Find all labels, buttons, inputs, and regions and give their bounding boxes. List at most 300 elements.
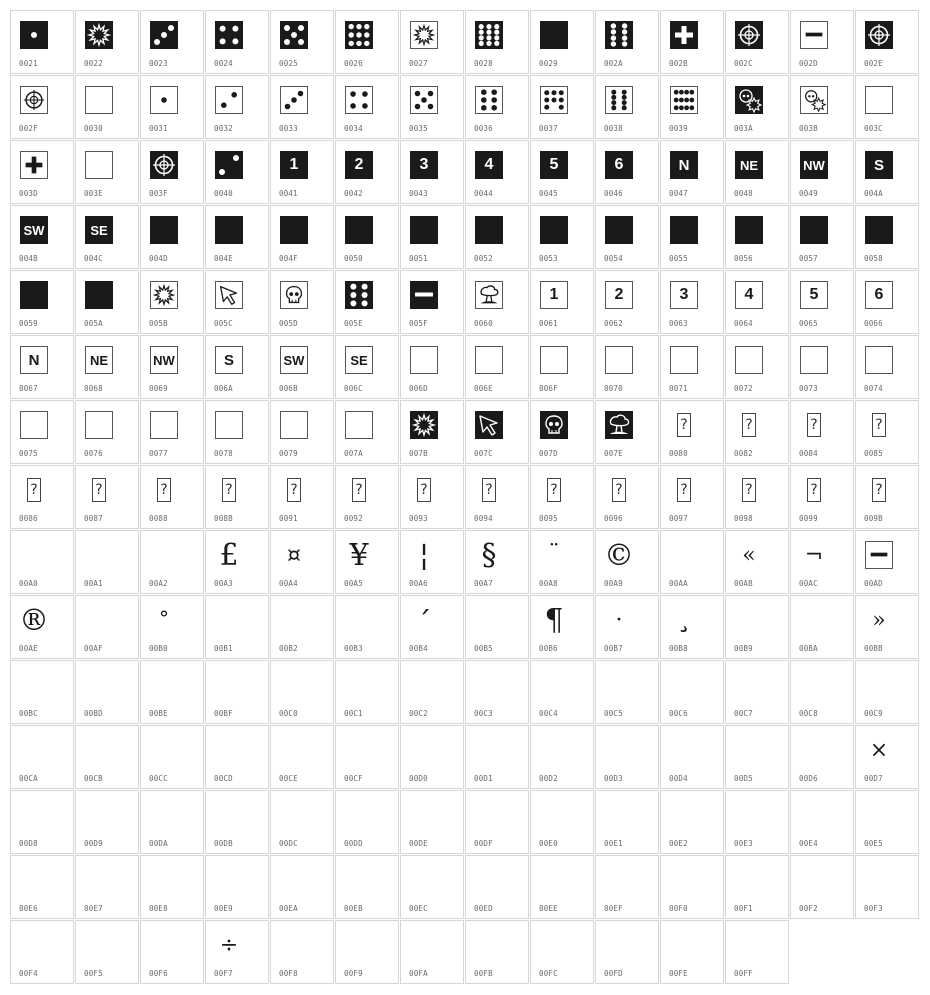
codepoint-label: 00C6: [669, 709, 688, 718]
glyph-cell: [75, 140, 139, 204]
codepoint-label: 00D8: [19, 839, 38, 848]
square-label: 6: [614, 156, 624, 173]
glyph-cell: [75, 855, 139, 919]
empty-slot: [215, 801, 243, 829]
empty-slot: [475, 931, 503, 959]
codepoint-label: 007D: [539, 449, 558, 458]
codepoint-label: 00D9: [84, 839, 103, 848]
explosion-icon: [410, 411, 438, 439]
glyph-cell: [855, 725, 919, 789]
labelled-square-icon: [20, 216, 48, 244]
square-label: 3: [419, 156, 429, 173]
codepoint-label: 00FA: [409, 969, 428, 978]
glyph-cell: [530, 75, 594, 139]
empty-slot: [475, 866, 503, 894]
empty-slot: [215, 866, 243, 894]
empty-slot: [475, 606, 503, 634]
labelled-square-icon: [280, 346, 308, 374]
labelled-square-icon: [670, 281, 698, 309]
codepoint-label: 00D5: [734, 774, 753, 783]
empty-slot: [345, 606, 373, 634]
codepoint-label: 004A: [864, 189, 883, 198]
crosshair-icon: [150, 151, 178, 179]
dice-pips-icon: [215, 21, 243, 49]
glyph-cell: [10, 595, 74, 659]
glyph-cell: [855, 140, 919, 204]
glyph-cell: [140, 270, 204, 334]
glyph-cell: [140, 465, 204, 529]
square-label: S: [873, 156, 884, 174]
empty-slot: [800, 801, 828, 829]
codepoint-label: 005A: [84, 319, 103, 328]
glyph-cell: [855, 530, 919, 594]
labelled-square-icon: [215, 346, 243, 374]
codepoint-label: 00ED: [474, 904, 493, 913]
glyph-cell: [270, 855, 334, 919]
codepoint-label: 0045: [539, 189, 558, 198]
square-label: NW: [153, 352, 175, 368]
codepoint-label: 00F9: [344, 969, 363, 978]
codepoint-label: 00A7: [474, 579, 493, 588]
glyph-cell: [465, 205, 529, 269]
glyph-cell: [140, 660, 204, 724]
character-glyph: »: [872, 607, 886, 633]
empty-slot: [85, 736, 113, 764]
codepoint-label: 0071: [669, 384, 688, 393]
glyph-cell: [140, 10, 204, 74]
glyph-cell: [140, 205, 204, 269]
codepoint-label: 0088: [149, 514, 168, 523]
character-glyph: ¥: [349, 537, 369, 573]
codepoint-label: 00A5: [344, 579, 363, 588]
codepoint-label: 00B7: [604, 644, 623, 653]
glyph-cell: [205, 335, 269, 399]
labelled-square-icon: [20, 346, 48, 374]
glyph-cell: [660, 270, 724, 334]
codepoint-label: 004D: [149, 254, 168, 263]
codepoint-label: 0063: [669, 319, 688, 328]
empty-square-icon: [605, 346, 633, 374]
empty-slot: [410, 736, 438, 764]
glyph-cell: [530, 855, 594, 919]
glyph-cell: [530, 595, 594, 659]
labelled-square-icon: [605, 151, 633, 179]
codepoint-label: 00D4: [669, 774, 688, 783]
codepoint-label: 009B: [864, 514, 883, 523]
codepoint-label: 0060: [474, 319, 493, 328]
missing-glyph-icon: ?: [417, 478, 431, 502]
glyph-cell: [140, 530, 204, 594]
empty-slot: [280, 866, 308, 894]
codepoint-label: 00BD: [84, 709, 103, 718]
glyph-cell: [270, 75, 334, 139]
glyph-cell: [465, 855, 529, 919]
codepoint-label: 00CB: [84, 774, 103, 783]
dice-pips-icon: [150, 21, 178, 49]
square-label: 4: [484, 156, 494, 173]
empty-slot: [85, 606, 113, 634]
square-label: 2: [354, 156, 364, 173]
glyph-cell: [75, 530, 139, 594]
codepoint-label: 00AB: [734, 579, 753, 588]
missing-glyph-icon: ?: [287, 478, 301, 502]
codepoint-label: 0076: [84, 449, 103, 458]
codepoint-label: 00D1: [474, 774, 493, 783]
codepoint-label: 00C1: [344, 709, 363, 718]
glyph-cell: [465, 270, 529, 334]
empty-slot: [670, 801, 698, 829]
missing-glyph-icon: ?: [547, 478, 561, 502]
glyph-cell: [335, 270, 399, 334]
codepoint-label: 007E: [604, 449, 623, 458]
glyph-cell: [270, 530, 334, 594]
codepoint-label: 0094: [474, 514, 493, 523]
dice-pips-icon: [150, 86, 178, 114]
glyph-cell: [855, 400, 919, 464]
glyph-cell: [335, 660, 399, 724]
missing-glyph-icon: ?: [742, 478, 756, 502]
missing-glyph-icon: ?: [872, 478, 886, 502]
codepoint-label: 00C8: [799, 709, 818, 718]
glyph-cell: [75, 920, 139, 984]
empty-slot: [605, 801, 633, 829]
empty-square-icon: [85, 411, 113, 439]
glyph-cell: [10, 920, 74, 984]
empty-slot: [345, 671, 373, 699]
codepoint-label: 0033: [279, 124, 298, 133]
crosshair-icon: [20, 86, 48, 114]
empty-slot: [20, 931, 48, 959]
labelled-square-icon: [85, 216, 113, 244]
glyph-cell: [75, 335, 139, 399]
empty-slot: [540, 801, 568, 829]
glyph-cell: [595, 855, 659, 919]
glyph-cell: [75, 725, 139, 789]
empty-square-icon: [735, 346, 763, 374]
glyph-cell: [790, 790, 854, 854]
square-label: 5: [809, 286, 819, 303]
codepoint-label: 00AF: [84, 644, 103, 653]
codepoint-label: 00B3: [344, 644, 363, 653]
glyph-cell: [790, 725, 854, 789]
codepoint-label: 005F: [409, 319, 428, 328]
missing-glyph-icon: ?: [352, 478, 366, 502]
codepoint-label: 00DD: [344, 839, 363, 848]
codepoint-label: 0032: [214, 124, 233, 133]
codepoint-label: 00A6: [409, 579, 428, 588]
glyph-cell: [270, 140, 334, 204]
codepoint-label: 0047: [669, 189, 688, 198]
dice-pips-icon: [605, 86, 633, 114]
missing-glyph-icon: ?: [27, 478, 41, 502]
empty-slot: [670, 736, 698, 764]
empty-slot: [150, 671, 178, 699]
character-glyph: °: [159, 606, 169, 630]
empty-square-icon: [20, 411, 48, 439]
glyph-cell: [400, 855, 464, 919]
minus-icon: [410, 281, 438, 309]
glyph-cell: [725, 660, 789, 724]
glyph-cell: [270, 10, 334, 74]
solid-square-icon: [410, 216, 438, 244]
codepoint-label: 00FE: [669, 969, 688, 978]
codepoint-label: 0082: [734, 449, 753, 458]
empty-slot: [670, 671, 698, 699]
codepoint-label: 00DE: [409, 839, 428, 848]
glyph-cell: [270, 400, 334, 464]
codepoint-label: 0059: [19, 319, 38, 328]
character-glyph: ÷: [219, 932, 239, 958]
labelled-square-icon: [865, 281, 893, 309]
codepoint-label: 0037: [539, 124, 558, 133]
codepoint-label: 0080: [669, 449, 688, 458]
glyph-cell: [660, 725, 724, 789]
codepoint-label: 00DC: [279, 839, 298, 848]
codepoint-label: 00E5: [864, 839, 883, 848]
glyph-cell: [205, 725, 269, 789]
glyph-cell: [205, 660, 269, 724]
arrow-cursor-icon: [215, 281, 243, 309]
codepoint-label: 00B2: [279, 644, 298, 653]
codepoint-label: 00AD: [864, 579, 883, 588]
codepoint-label: 00C4: [539, 709, 558, 718]
glyph-cell: [270, 725, 334, 789]
square-label: SW: [23, 222, 45, 238]
glyph-cell: [530, 790, 594, 854]
empty-slot: [475, 736, 503, 764]
empty-slot: [280, 801, 308, 829]
dice-pips-icon: [670, 86, 698, 114]
codepoint-label: 00F5: [84, 969, 103, 978]
dice-pips-icon: [605, 21, 633, 49]
codepoint-label: 00CC: [149, 774, 168, 783]
glyph-cell: [205, 10, 269, 74]
dice-pips-icon: [345, 86, 373, 114]
glyph-cell: [335, 75, 399, 139]
glyph-cell: [530, 465, 594, 529]
codepoint-label: 0068: [84, 384, 103, 393]
labelled-square-icon: [605, 281, 633, 309]
glyph-cell: [725, 790, 789, 854]
codepoint-label: 002C: [734, 59, 753, 68]
empty-square-icon: [800, 346, 828, 374]
glyph-cell: [790, 465, 854, 529]
glyph-cell: [595, 920, 659, 984]
glyph-cell: [205, 205, 269, 269]
codepoint-label: 00E4: [799, 839, 818, 848]
character-glyph: ¬: [804, 542, 824, 568]
labelled-square-icon: [735, 281, 763, 309]
glyph-cell: [855, 10, 919, 74]
missing-glyph-icon: ?: [157, 478, 171, 502]
glyph-cell: [855, 205, 919, 269]
codepoint-label: 0070: [604, 384, 623, 393]
codepoint-label: 0067: [19, 384, 38, 393]
glyph-cell: [335, 335, 399, 399]
glyph-cell: [530, 10, 594, 74]
codepoint-label: 00AA: [669, 579, 688, 588]
codepoint-label: 00EB: [344, 904, 363, 913]
empty-slot: [410, 931, 438, 959]
empty-slot: [20, 866, 48, 894]
codepoint-label: 0036: [474, 124, 493, 133]
empty-square-icon: [85, 86, 113, 114]
codepoint-label: 00FC: [539, 969, 558, 978]
empty-slot: [475, 801, 503, 829]
codepoint-label: 00E8: [149, 904, 168, 913]
square-label: 4: [744, 286, 754, 303]
codepoint-label: 00F7: [214, 969, 233, 978]
codepoint-label: 00B4: [409, 644, 428, 653]
codepoint-label: 0056: [734, 254, 753, 263]
glyph-cell: [465, 530, 529, 594]
codepoint-label: 00F2: [799, 904, 818, 913]
codepoint-label: 005D: [279, 319, 298, 328]
empty-slot: [410, 671, 438, 699]
glyph-cell: [790, 335, 854, 399]
dice-pips-icon: [215, 151, 243, 179]
glyph-cell: [335, 140, 399, 204]
glyph-cell: [595, 205, 659, 269]
glyph-cell: [10, 725, 74, 789]
labelled-square-icon: [800, 151, 828, 179]
codepoint-label: 0043: [409, 189, 428, 198]
empty-slot: [85, 931, 113, 959]
codepoint-label: 004B: [19, 254, 38, 263]
glyph-cell: [400, 725, 464, 789]
glyph-cell: [400, 530, 464, 594]
codepoint-label: 00D0: [409, 774, 428, 783]
codepoint-label: 0048: [734, 189, 753, 198]
square-label: 3: [679, 286, 689, 303]
codepoint-label: 00B8: [669, 644, 688, 653]
codepoint-label: 00CE: [279, 774, 298, 783]
missing-glyph-icon: ?: [872, 413, 886, 437]
codepoint-label: 002B: [669, 59, 688, 68]
glyph-cell: [465, 140, 529, 204]
empty-slot: [215, 736, 243, 764]
glyph-cell: [660, 335, 724, 399]
codepoint-label: 00E3: [734, 839, 753, 848]
glyph-cell: [725, 400, 789, 464]
glyph-cell: [140, 790, 204, 854]
skull-burst-icon: [800, 86, 828, 114]
character-glyph: ®: [19, 602, 49, 638]
codepoint-label: 00EE: [539, 904, 558, 913]
empty-square-icon: [540, 346, 568, 374]
glyph-cell: [465, 465, 529, 529]
codepoint-label: 00FD: [604, 969, 623, 978]
square-label: 6: [874, 286, 884, 303]
codepoint-label: 0066: [864, 319, 883, 328]
empty-slot: [215, 671, 243, 699]
glyph-cell: [790, 595, 854, 659]
missing-glyph-icon: ?: [742, 413, 756, 437]
labelled-square-icon: [475, 151, 503, 179]
empty-square-icon: [215, 411, 243, 439]
codepoint-label: 00D6: [799, 774, 818, 783]
codepoint-label: 0025: [279, 59, 298, 68]
plus-icon: [20, 151, 48, 179]
glyph-cell: [790, 205, 854, 269]
glyph-cell: [660, 10, 724, 74]
glyph-cell: [400, 205, 464, 269]
codepoint-label: 00EC: [409, 904, 428, 913]
glyph-cell: [75, 10, 139, 74]
glyph-cell: [660, 205, 724, 269]
explosion-icon: [150, 281, 178, 309]
empty-square-icon: [670, 346, 698, 374]
solid-square-icon: [215, 216, 243, 244]
codepoint-label: 00C2: [409, 709, 428, 718]
solid-square-icon: [800, 216, 828, 244]
codepoint-label: 0086: [19, 514, 38, 523]
empty-slot: [735, 736, 763, 764]
codepoint-label: 0040: [214, 189, 233, 198]
glyph-cell: [595, 400, 659, 464]
empty-slot: [150, 931, 178, 959]
glyph-cell: [270, 595, 334, 659]
glyph-cell: [75, 205, 139, 269]
codepoint-label: 0030: [84, 124, 103, 133]
codepoint-label: 0051: [409, 254, 428, 263]
codepoint-label: 00BA: [799, 644, 818, 653]
glyph-cell: [530, 400, 594, 464]
empty-slot: [85, 671, 113, 699]
codepoint-label: 007A: [344, 449, 363, 458]
codepoint-label: 00D2: [539, 774, 558, 783]
codepoint-label: 0084: [799, 449, 818, 458]
glyph-cell: [790, 400, 854, 464]
empty-slot: [735, 801, 763, 829]
empty-slot: [735, 931, 763, 959]
dice-pips-icon: [345, 281, 373, 309]
character-glyph: ¨: [548, 541, 560, 566]
glyph-cell: [855, 75, 919, 139]
empty-slot: [280, 736, 308, 764]
glyph-cell: [270, 920, 334, 984]
glyph-cell: [660, 660, 724, 724]
codepoint-label: 00C3: [474, 709, 493, 718]
glyph-cell: [595, 530, 659, 594]
labelled-square-icon: [865, 151, 893, 179]
glyph-cell: [270, 335, 334, 399]
glyph-cell: [335, 855, 399, 919]
character-glyph: ¸: [676, 599, 692, 634]
codepoint-label: 0091: [279, 514, 298, 523]
glyph-cell: [660, 400, 724, 464]
codepoint-label: 00A3: [214, 579, 233, 588]
codepoint-label: 006E: [474, 384, 493, 393]
character-glyph: ´: [416, 606, 432, 641]
missing-glyph-icon: ?: [677, 413, 691, 437]
solid-square-icon: [85, 281, 113, 309]
empty-square-icon: [280, 411, 308, 439]
codepoint-label: 00C0: [279, 709, 298, 718]
glyph-cell: [725, 270, 789, 334]
codepoint-label: 00A9: [604, 579, 623, 588]
codepoint-label: 0065: [799, 319, 818, 328]
codepoint-label: 00DF: [474, 839, 493, 848]
codepoint-label: 00E0: [539, 839, 558, 848]
glyph-cell: [595, 335, 659, 399]
codepoint-label: 00E9: [214, 904, 233, 913]
labelled-square-icon: [345, 151, 373, 179]
glyph-cell: [855, 270, 919, 334]
empty-slot: [605, 671, 633, 699]
empty-slot: [280, 931, 308, 959]
codepoint-label: 002E: [864, 59, 883, 68]
